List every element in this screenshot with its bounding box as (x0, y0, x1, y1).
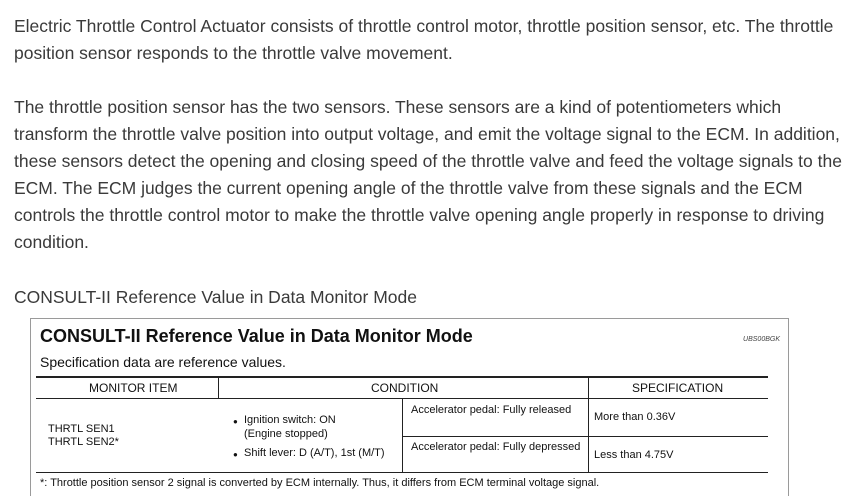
table-col-divider-1 (218, 378, 219, 398)
header-condition: CONDITION (371, 381, 439, 395)
monitor-item-thrtl-sen2: THRTL SEN2* (48, 436, 119, 448)
intro-paragraph-1: Electric Throttle Control Actuator consists of throttle control motor, throttle position sensor, etc. The throttle position sensor responds to the throttle valve movement. (14, 16, 834, 63)
pedal-depressed: Accelerator pedal: Fully depressed (411, 441, 581, 453)
figure-note: Specification data are reference values. (40, 354, 286, 370)
figure-footnote: *: Throttle position sensor 2 signal is converted by ECM internally. Thus, it differs from ECM terminal voltage signal. (40, 477, 600, 489)
table-col-divider-3 (402, 399, 403, 472)
table-top-rule (36, 376, 768, 378)
monitor-item-thrtl-sen1: THRTL SEN1 (48, 423, 115, 435)
pedal-released: Accelerator pedal: Fully released (411, 404, 572, 416)
condition-shift-lever: ● Shift lever: D (A/T), 1st (M/T) (244, 447, 385, 460)
table-row-divider (402, 436, 768, 437)
figure-title: CONSULT-II Reference Value in Data Monitor Mode (40, 326, 473, 346)
intro-paragraph-2: The throttle position sensor has the two sensors. These sensors are a kind of potentiometers which transform the throttle valve position into output voltage, and emit the voltage signal to the ECM. In addition, these sensors detect the opening and closing speed of the throttle valve and feed the voltage signals to the ECM. The ECM judges the current opening angle of the throttle valve from these signals and the ECM controls the throttle control motor to make the throttle valve opening angle properly in response to driving condition. (14, 97, 842, 252)
table-bottom-rule (36, 472, 768, 473)
header-monitor-item: MONITOR ITEM (89, 381, 178, 395)
condition-engine-stopped: (Engine stopped) (244, 428, 328, 440)
condition-ignition-switch: ● Ignition switch: ON (244, 414, 336, 427)
table-col-divider-2 (588, 378, 589, 472)
spec-depressed: Less than 4.75V (594, 449, 674, 461)
reference-value-figure (30, 318, 789, 496)
spec-released: More than 0.36V (594, 411, 676, 423)
section-subheading: CONSULT-II Reference Value in Data Monitor Mode (14, 287, 417, 307)
figure-code: UBS00BGK (743, 336, 780, 343)
header-specification: SPECIFICATION (632, 381, 724, 395)
